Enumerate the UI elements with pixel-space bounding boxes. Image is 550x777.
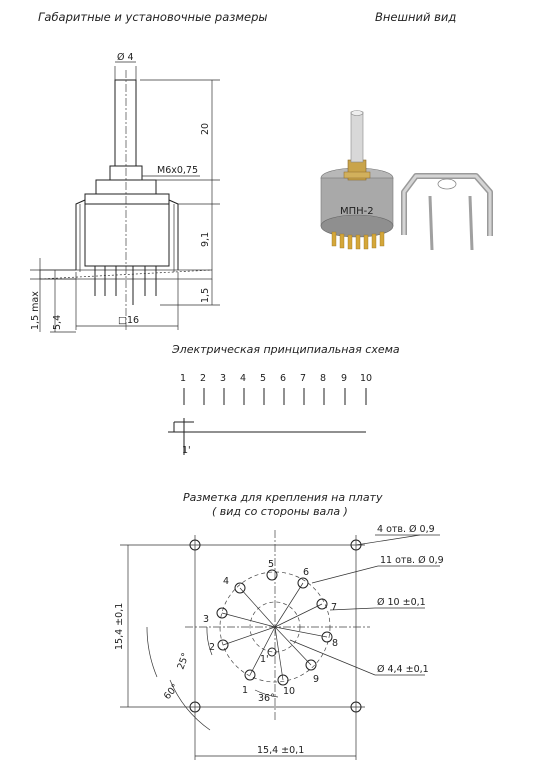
electrical-schematic [168,373,372,456]
photo-model-label: МПН-2 [340,206,374,217]
angle-25-label: 25° [175,651,192,672]
hole-8-label: 8 [332,638,339,649]
outer-circle-callout: Ø 10 ±0,1 [377,597,426,608]
inner-circle-callout: Ø 4,4 ±0,1 [377,664,429,675]
width-dimension: 15,4 ±0,1 [257,745,305,756]
dimensions-header: Габаритные и установочные размеры [38,10,268,24]
contact-9-label: 9 [341,373,348,384]
panel-offset-label: 5,4 [52,314,63,330]
switch-body [85,204,169,266]
hole-5-label: 5 [268,559,275,570]
contact-6-label: 6 [280,373,287,384]
max-label: 1,5 max [30,291,41,330]
body-width-label: □16 [118,315,140,326]
appearance-header: Внешний вид [375,10,457,24]
holes-11-callout: 11 отв. Ø 0,9 [380,555,444,566]
hole-9-label: 9 [313,674,320,685]
hole-2-label: 2 [209,642,216,653]
height-dimension: 15,4 ±0,1 [114,602,125,650]
shaft-diameter-label: Ø 4 [117,52,134,63]
angle-60-label: 60° [161,681,182,702]
shaft-length-label: 20 [200,122,211,135]
shaft [115,80,136,166]
contact-7-label: 7 [300,373,307,384]
side-view-drawing [30,52,220,332]
mounting-bracket [76,200,178,270]
hole-7-label: 7 [331,602,338,613]
mounting-subheader: ( вид со стороны вала ) [212,505,348,518]
contact-5-label: 5 [260,373,267,384]
common-contact-label: 1' [182,445,191,456]
mounting-header: Разметка для крепления на плату [183,491,383,504]
contact-10-label: 10 [360,373,373,384]
angle-36-label: 36° [258,693,275,704]
product-photo [321,111,490,251]
schematic-header: Электрическая принципиальная схема [172,343,400,356]
thread-label: M6x0,75 [157,165,199,176]
contact-3-label: 3 [220,373,227,384]
contact-8-label: 8 [320,373,327,384]
contact-2-label: 2 [200,373,207,384]
holes-4-callout: 4 отв. Ø 0,9 [377,524,435,535]
center-contact-label: 1' [260,654,269,665]
body-height-label: 9,1 [200,231,211,247]
hole-10-label: 10 [283,686,296,697]
hole-4-label: 4 [223,576,230,587]
contact-4-label: 4 [240,373,247,384]
hole-3-label: 3 [203,614,210,625]
pin-length-label: 1,5 [200,287,211,303]
hole-6-label: 6 [303,567,310,578]
hole-1-label: 1 [242,685,249,696]
contact-1-label: 1 [180,373,187,384]
mounting-layout [114,524,444,760]
